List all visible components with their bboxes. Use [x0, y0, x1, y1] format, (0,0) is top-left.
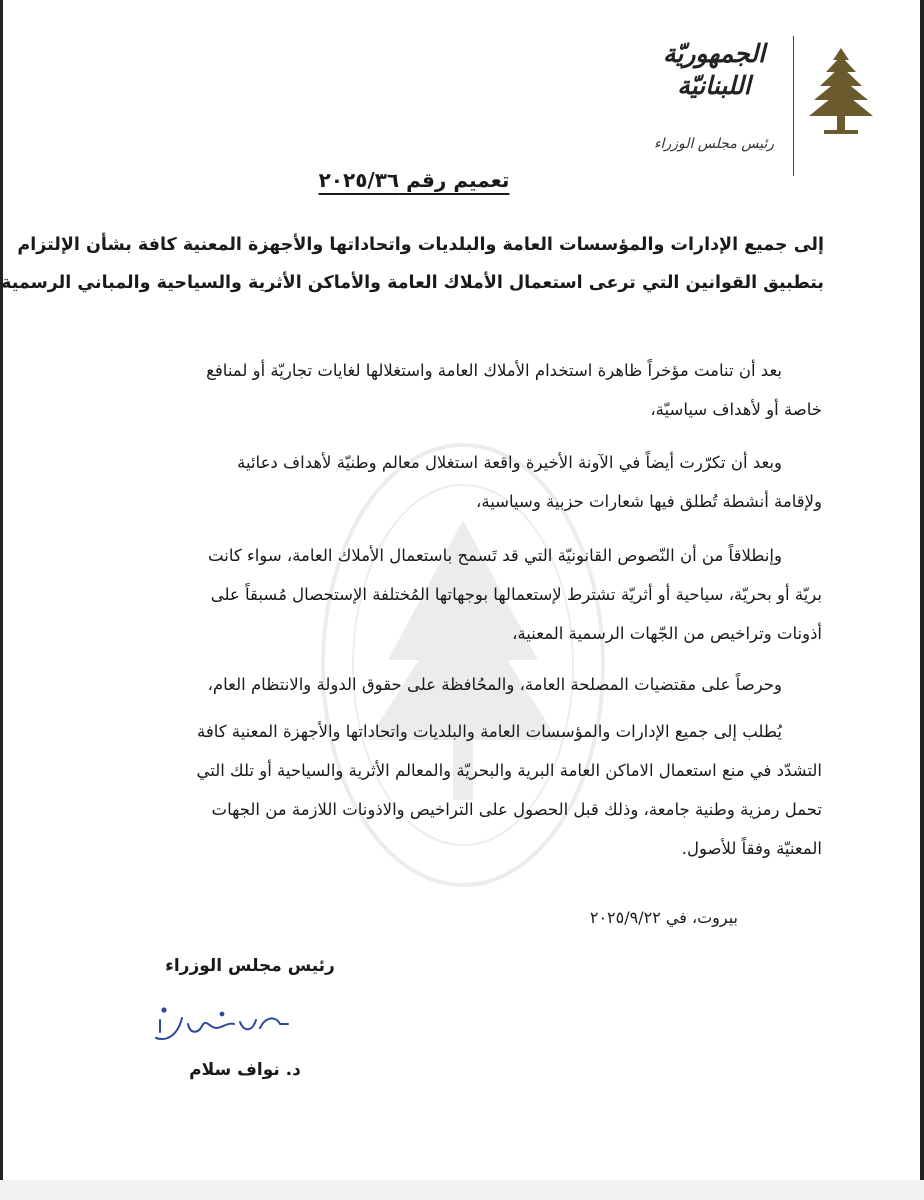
paragraph-5: [92, 712, 822, 868]
letterhead: [644, 28, 876, 178]
paragraph-line: وإنطلاقاً من أن النّصوص القانونيّة التي قد تَسمح باستعمال الأملاك العامة، سواء كانت: [208, 546, 782, 565]
office-name: رئيس مجلس الوزراء: [653, 136, 775, 152]
paragraph-line: التشدّد في منع استعمال الاماكن العامة البرية والبحريّة والمعالم الأثرية والسياحية أو تلك التي: [196, 761, 822, 780]
republic-name: [644, 38, 784, 102]
circular-title: تعميم رقم ٢٠٢٥/٣٦: [318, 168, 510, 192]
paragraph-line: المعنيّة وفقاً للأصول.: [681, 839, 822, 858]
signer-name: د. نواف سلام: [189, 1060, 301, 1080]
paragraph-line: ولإقامة أنشطة تُطلق فيها شعارات حزبية وسياسية،: [476, 492, 822, 511]
paragraph-line: بريّة أو بحريّة، سياحية أو أثريّة تشترط لإستعمالها بوجهاتها المُختلفة الإستحصال مُسبقاً على: [210, 585, 822, 604]
signer-title: رئيس مجلس الوزراء: [165, 956, 335, 976]
scan-border-bottom: [0, 1180, 924, 1200]
paragraph-1: [92, 351, 822, 429]
paragraph-line: وبعد أن تكرّرت أيضاً في الآونة الأخيرة واقعة استغلال معالم وطنيّة لأهداف دعائية: [237, 453, 782, 472]
subject-line: بتطبيق القوانين التي ترعى استعمال الأملاك العامة والأماكن الأثرية والسياحية والمباني الرسمية: [1, 273, 824, 293]
scan-border-left: [0, 0, 3, 1200]
header-divider: [793, 36, 794, 176]
scan-border-right: [920, 0, 924, 1200]
paragraph-line: تحمل رمزية وطنية جامعة، وذلك قبل الحصول على التراخيص والاذونات اللازمة من الجهات: [211, 800, 822, 819]
paragraph-4: [92, 665, 822, 704]
paragraph-line: وحرصاً على مقتضيات المصلحة العامة، والمحُافظة على حقوق الدولة والانتظام العام،: [207, 675, 782, 694]
paragraph-line: أذونات وتراخيص من الجّهات الرسمية المعنية،: [512, 624, 822, 643]
place-and-date: بيروت، في ٢٠٢٥/٩/٢٢: [589, 908, 738, 927]
republic-line-1: الجمهوريّة: [662, 39, 766, 68]
paragraph-2: [92, 443, 822, 521]
subject-line: إلى جميع الإدارات والمؤسسات العامة والبلديات واتحاداتها والأجهزة المعنية كافة بشأن الإلتزام: [17, 235, 824, 255]
handwritten-signature: [148, 998, 298, 1048]
paragraph-line: خاصة أو لأهداف سياسيّة،: [650, 400, 822, 419]
cedar-tree-icon: [806, 44, 876, 144]
paragraph-line: يُطلب إلى جميع الإدارات والمؤسسات العامة والبلديات واتحاداتها والأجهزة المعنية كافة: [196, 722, 782, 741]
paragraph-3: [92, 536, 822, 653]
paragraph-line: بعد أن تنامت مؤخراً ظاهرة استخدام الأملاك العامة واستغلالها لغايات تجاريّة أو لمنافع: [206, 361, 782, 380]
circular-subject: [1, 226, 824, 302]
republic-line-2: اللبنانيّة: [677, 71, 751, 100]
